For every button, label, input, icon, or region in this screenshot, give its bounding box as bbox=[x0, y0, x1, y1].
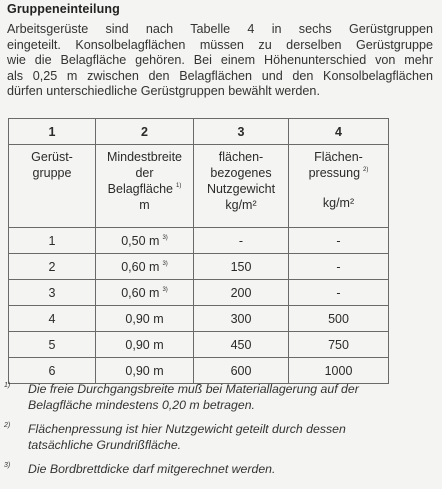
intro-line: als 0,25 m zwischen den Belagflächen und den Konsolbelagflächen bbox=[7, 68, 433, 83]
footnote-mark: 2) bbox=[4, 422, 11, 429]
cell-gewicht: 450 bbox=[194, 332, 289, 358]
breite-value: 0,90 m bbox=[125, 363, 164, 378]
cell-gewicht: - bbox=[194, 228, 289, 254]
cell-pressung: 500 bbox=[289, 306, 389, 332]
table-row bbox=[9, 332, 389, 358]
cell-pressung: 1000 bbox=[289, 358, 389, 384]
intro-line: Arbeitsgerüste sind nach Tabelle 4 in sechs Gerüstgruppen bbox=[7, 22, 433, 36]
cell-pressung: - bbox=[289, 228, 389, 254]
cell-gewicht: 300 bbox=[194, 306, 289, 332]
header-unit: m bbox=[139, 198, 150, 212]
footnote-ref: 3) bbox=[162, 286, 168, 293]
cell-gruppe: 1 bbox=[9, 228, 96, 254]
header-text: Gerüst- gruppe bbox=[31, 150, 73, 180]
footnote-ref: 3) bbox=[162, 234, 168, 241]
header-text bbox=[96, 149, 193, 197]
header-label: Flächen- pressung bbox=[308, 150, 363, 180]
cell-breite bbox=[96, 280, 194, 306]
breite-value: 0,90 m bbox=[125, 337, 164, 352]
scaffold-group-table bbox=[8, 118, 389, 384]
cell-gruppe: 4 bbox=[9, 306, 96, 332]
column-number: 3 bbox=[194, 119, 289, 145]
header-unit: kg/m² bbox=[322, 196, 355, 210]
column-number: 2 bbox=[96, 119, 194, 145]
header-unit: kg/m² bbox=[225, 198, 257, 212]
table-row bbox=[9, 306, 389, 332]
cell-gewicht: 200 bbox=[194, 280, 289, 306]
footnote-ref: 2) bbox=[363, 167, 369, 173]
footnote-line: Die Bordbrettdicke darf mitgerechnet werden. bbox=[28, 462, 276, 476]
header-label: Mindestbreite der Belagfläche bbox=[106, 150, 183, 196]
intro-line: dürfen unterschiedliche Gerüstgruppen bewählt werden. bbox=[7, 84, 320, 98]
footnote-line: Die freie Durchgangsbreite muß bei Materiallagerung auf der bbox=[28, 382, 359, 396]
header-text bbox=[289, 149, 388, 181]
table-row bbox=[9, 228, 389, 254]
footnotes bbox=[4, 381, 438, 485]
cell-breite bbox=[96, 228, 194, 254]
footnote-1 bbox=[4, 381, 438, 413]
header-cell-breite bbox=[96, 145, 194, 228]
intro-paragraph bbox=[7, 22, 433, 100]
column-number-row bbox=[9, 119, 389, 145]
header-cell-gewicht bbox=[194, 145, 289, 228]
footnote-line: tatsächliche Grundrißfläche. bbox=[28, 438, 182, 452]
cell-breite bbox=[96, 306, 194, 332]
table-row bbox=[9, 254, 389, 280]
column-number: 1 bbox=[9, 119, 96, 145]
cell-pressung: 750 bbox=[289, 332, 389, 358]
footnote-mark: 3) bbox=[4, 462, 11, 469]
cell-pressung: - bbox=[289, 280, 389, 306]
cell-gruppe: 6 bbox=[9, 358, 96, 384]
footnote-3 bbox=[4, 461, 438, 477]
section-heading: Gruppeneinteilung bbox=[7, 2, 120, 16]
cell-gewicht: 600 bbox=[194, 358, 289, 384]
intro-line: eingeteilt. Konsolbelagflächen müssen zu derselben Gerüstgruppe bbox=[7, 37, 433, 52]
header-cell-pressung bbox=[289, 145, 389, 228]
cell-breite bbox=[96, 332, 194, 358]
header-row bbox=[9, 145, 389, 228]
table-row bbox=[9, 358, 389, 384]
column-number: 4 bbox=[289, 119, 389, 145]
cell-gewicht: 150 bbox=[194, 254, 289, 280]
table-row bbox=[9, 280, 389, 306]
header-cell-gruppe bbox=[9, 145, 96, 228]
cell-gruppe: 5 bbox=[9, 332, 96, 358]
cell-pressung: - bbox=[289, 254, 389, 280]
breite-value: 0,90 m bbox=[125, 311, 164, 326]
cell-breite bbox=[96, 254, 194, 280]
cell-gruppe: 3 bbox=[9, 280, 96, 306]
footnote-line: Belagfläche mindestens 0,20 m betragen. bbox=[28, 398, 255, 412]
footnote-mark: 1) bbox=[4, 382, 11, 389]
footnote-2 bbox=[4, 421, 438, 453]
breite-value: 0,50 m bbox=[121, 233, 160, 248]
breite-value: 0,60 m bbox=[121, 285, 160, 300]
breite-value: 0,60 m bbox=[121, 259, 160, 274]
footnote-ref: 3) bbox=[162, 260, 168, 267]
footnote-ref: 1) bbox=[175, 183, 182, 189]
header-text: flächen- bezogenes Nutzgewicht bbox=[206, 150, 276, 196]
cell-gruppe: 2 bbox=[9, 254, 96, 280]
footnote-line: Flächenpressung ist hier Nutzgewicht geteilt durch dessen bbox=[28, 422, 346, 436]
intro-line: wie die Belagfläche gehören. Bei einem Höhenunterschied von mehr bbox=[7, 53, 433, 67]
cell-breite bbox=[96, 358, 194, 384]
